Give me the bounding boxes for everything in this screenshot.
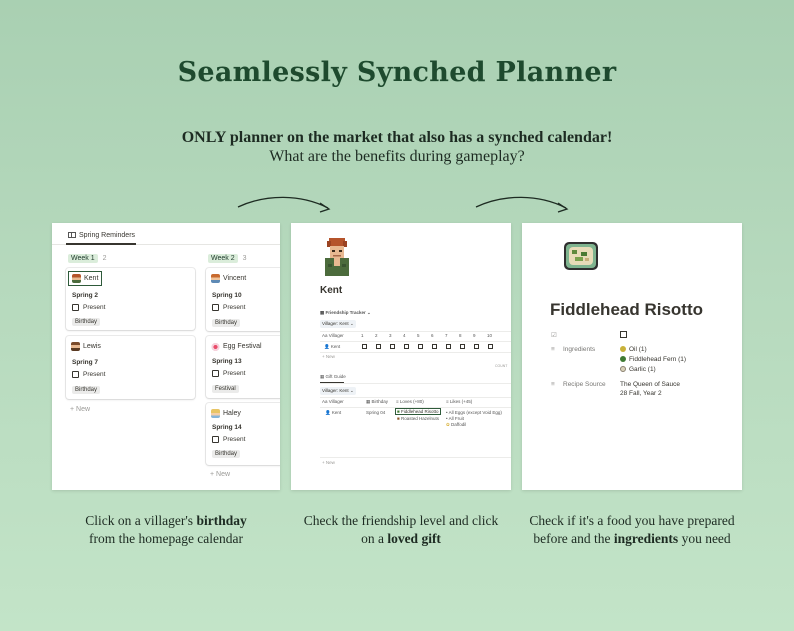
prepared-checkbox[interactable]	[620, 331, 627, 338]
gift-name: Roasted Hazelnuts	[400, 416, 440, 421]
row-name: Kent	[330, 344, 341, 349]
villager-col-label: Villager	[328, 333, 344, 338]
ingredient-name: Oil (1)	[629, 346, 647, 353]
new-label: New	[325, 354, 335, 359]
filter-label: Villager: Kent	[322, 388, 349, 393]
checkbox-icon[interactable]	[212, 304, 219, 311]
gift-col-birthday: ▦ Birthday	[366, 399, 389, 404]
ingredients-label: Ingredients	[563, 346, 596, 353]
ingredient-name: Garlic (1)	[629, 366, 656, 373]
card-title[interactable]	[68, 271, 102, 286]
caption-bold: loved gift	[387, 531, 441, 546]
divider	[320, 383, 511, 384]
caption-text: before and the	[533, 531, 614, 546]
caption-birthday	[52, 512, 280, 548]
new-row-button[interactable]: + New	[322, 460, 335, 465]
card-title[interactable]	[211, 409, 241, 418]
heart-checkbox[interactable]	[418, 344, 423, 349]
new-card-button[interactable]: + New	[210, 471, 231, 478]
count-label: COUNT	[495, 364, 508, 368]
caption-loved-gift	[285, 512, 517, 548]
new-label: New	[216, 471, 231, 478]
present-label: Present	[223, 436, 246, 443]
recipe-title: Fiddlehead Risotto	[550, 300, 703, 319]
villager-vincent-icon	[211, 274, 220, 283]
filter-label: Villager: Kent	[322, 321, 349, 326]
present-label: Present	[223, 304, 246, 311]
col-label: Villager	[328, 399, 344, 404]
loved-gift-roasted-hazelnuts[interactable]	[397, 416, 439, 421]
col-label: Loves (+80)	[399, 399, 424, 404]
heart-column-header: 6	[431, 333, 434, 338]
card-date: Spring 10	[212, 292, 242, 299]
card-title[interactable]	[71, 342, 101, 351]
present-label: Present	[83, 304, 106, 311]
new-label: New	[76, 406, 91, 413]
card-name: Kent	[84, 275, 99, 282]
week-label: Week 2	[208, 254, 238, 263]
card-lewis[interactable]	[66, 336, 195, 399]
page-title: Seamlessly Synched Planner	[177, 57, 617, 88]
caption-text: on a	[361, 531, 388, 546]
card-date: Spring 7	[72, 359, 99, 366]
board-view-icon	[68, 232, 76, 238]
villager-page-panel	[291, 223, 511, 490]
arrow-2-icon	[474, 192, 570, 216]
caption-text: Check if it's a food you have prepared	[529, 513, 735, 528]
villager-lewis-icon	[71, 342, 80, 351]
tab-underline	[66, 243, 136, 245]
heart-column-header: 8	[459, 333, 462, 338]
new-label: New	[325, 460, 335, 465]
gift-col-likes: ≡ Likes (+45)	[446, 399, 473, 404]
col-label: Likes (+45)	[449, 399, 473, 404]
food-icon: ■	[397, 416, 400, 421]
present-label: Present	[223, 370, 246, 377]
heart-checkbox[interactable]	[460, 344, 465, 349]
checkbox-icon[interactable]	[72, 304, 79, 311]
kent-portrait-icon	[320, 236, 354, 276]
card-title[interactable]	[211, 274, 246, 283]
gift-row-birthday: Spring 04	[366, 410, 386, 415]
divider	[320, 457, 511, 458]
caption-text: Check the friendship level and click	[303, 513, 499, 528]
card-name: Egg Festival	[223, 343, 262, 350]
checkbox-icon[interactable]	[212, 436, 219, 443]
heart-checkbox[interactable]	[362, 344, 367, 349]
gift-name: Daffodil	[451, 422, 467, 427]
heart-column-header: 2	[375, 333, 378, 338]
risotto-dish-icon	[561, 240, 601, 272]
gift-name: Fiddlehead Risotto	[400, 409, 439, 414]
present-checkbox[interactable]	[212, 436, 245, 443]
liked-gift	[446, 422, 466, 428]
card-kent[interactable]	[66, 268, 195, 330]
flower-icon: ✿	[446, 422, 450, 427]
subtitle	[0, 128, 794, 166]
list-property-icon: ≡	[551, 346, 555, 353]
card-date: Spring 2	[72, 292, 99, 299]
ingredient-oil[interactable]	[620, 346, 647, 353]
heart-column-header: 9	[473, 333, 476, 338]
villager-column-header: Aa Villager	[322, 333, 344, 338]
list-property-icon: ≡	[551, 381, 555, 388]
card-haley[interactable]	[206, 403, 280, 465]
new-row-button[interactable]: + New	[322, 354, 335, 359]
loved-gift-fiddlehead-risotto[interactable]	[395, 408, 441, 415]
subtitle-line-2: What are the benefits during gameplay?	[269, 148, 525, 165]
col-label: Birthday	[371, 399, 389, 404]
heart-column-header: 7	[445, 333, 448, 338]
gift-row-villager[interactable]: 👤 Kent	[325, 410, 342, 415]
liked-gift: • All Eggs (except Void Egg)	[446, 410, 502, 415]
villager-kent-icon	[72, 274, 81, 283]
tab-bar	[52, 223, 280, 245]
checkbox-icon[interactable]	[72, 371, 79, 378]
new-card-button[interactable]: + New	[70, 406, 91, 413]
food-icon: ■	[397, 409, 400, 414]
heart-column-header: 10	[487, 333, 493, 338]
heart-checkbox[interactable]	[404, 344, 409, 349]
card-date: Spring 13	[212, 358, 242, 365]
card-tag: Birthday	[212, 450, 240, 458]
egg-festival-icon	[211, 342, 220, 351]
tab-label: Spring Reminders	[79, 232, 136, 239]
gift-col-villager: Aa Villager	[322, 399, 344, 404]
divider	[320, 397, 511, 398]
caption-bold: birthday	[196, 513, 247, 528]
card-vincent[interactable]	[206, 268, 280, 331]
card-name: Lewis	[83, 343, 101, 350]
card-title[interactable]	[211, 342, 262, 351]
card-tag: Festival	[212, 385, 239, 393]
garlic-icon	[620, 366, 626, 372]
heart-checkbox[interactable]	[446, 344, 451, 349]
friendship-title-text: Friendship Tracker	[325, 310, 366, 315]
heart-checkbox[interactable]	[488, 344, 493, 349]
week-count: 3	[242, 255, 247, 262]
arrow-1-icon	[236, 192, 332, 216]
week-2-header[interactable]	[208, 254, 247, 263]
subtitle-line-1: ONLY planner on the market that also has a synched calendar!	[181, 129, 613, 146]
divider	[320, 331, 511, 332]
card-tag: Birthday	[72, 318, 100, 326]
present-checkbox[interactable]	[72, 371, 105, 378]
friendship-row-name[interactable]: 👤 Kent	[324, 344, 341, 349]
caption-text: you need	[678, 531, 731, 546]
liked-gift: • All Fruit	[446, 416, 464, 421]
card-date: Spring 14	[212, 424, 242, 431]
card-name: Vincent	[223, 275, 247, 282]
oil-icon	[620, 346, 626, 352]
spring-reminders-panel	[52, 223, 280, 490]
heart-column-header: 1	[361, 333, 364, 338]
recipe-source-line-1: The Queen of Sauce	[620, 381, 680, 388]
gift-name: All Eggs (except Void Egg)	[448, 410, 502, 415]
heart-checkbox[interactable]	[376, 344, 381, 349]
friendship-tracker-title: ▦ Friendship Tracker ⌄	[320, 310, 371, 315]
gift-villager-filter[interactable]: Villager: Kent ⌄	[322, 388, 354, 393]
gift-tab-label: Gift Guide	[325, 374, 346, 379]
present-label: Present	[83, 371, 106, 378]
recipe-page-panel	[522, 223, 742, 490]
villager-filter[interactable]: Villager: Kent ⌄	[322, 321, 354, 326]
divider	[320, 341, 511, 342]
recipe-source-line-2: 28 Fall, Year 2	[620, 390, 662, 397]
villager-name: Kent	[320, 285, 343, 296]
ingredient-garlic[interactable]	[620, 366, 656, 373]
heart-column-header: 3	[389, 333, 392, 338]
week-label: Week 1	[68, 254, 98, 263]
heart-checkbox[interactable]	[474, 344, 479, 349]
villager-haley-icon	[211, 409, 220, 418]
gift-name: All Fruit	[448, 416, 464, 421]
card-egg-festival[interactable]	[206, 336, 280, 398]
card-tag: Birthday	[212, 319, 240, 327]
recipe-source-label: Recipe Source	[563, 381, 606, 388]
checkbox-icon[interactable]	[212, 370, 219, 377]
week-count: 2	[102, 255, 107, 262]
gift-col-loves: ≡ Loves (+80)	[396, 399, 424, 404]
caption-text: from the homepage calendar	[88, 531, 244, 546]
divider	[320, 352, 511, 353]
present-checkbox[interactable]	[212, 304, 245, 311]
heart-column-header: 4	[403, 333, 406, 338]
heart-checkbox[interactable]	[390, 344, 395, 349]
card-name: Haley	[223, 410, 241, 417]
gift-row-name: Kent	[331, 410, 342, 415]
present-checkbox[interactable]	[212, 370, 245, 377]
ingredient-name: Fiddlehead Fern (1)	[629, 356, 687, 363]
week-1-header[interactable]	[68, 254, 107, 263]
present-checkbox[interactable]	[72, 304, 105, 311]
checkbox-property-icon: ☑	[551, 332, 557, 339]
caption-ingredients	[515, 512, 749, 548]
heart-checkbox[interactable]	[432, 344, 437, 349]
fiddlehead-fern-icon	[620, 356, 626, 362]
tab-spring-reminders[interactable]	[68, 232, 135, 239]
heart-column-header: 5	[417, 333, 420, 338]
tab-gift-guide[interactable]: ▦ Gift Guide	[320, 374, 346, 379]
caption-bold: ingredients	[613, 531, 679, 546]
card-tag: Birthday	[72, 386, 100, 394]
caption-text: Click on a villager's	[85, 513, 197, 528]
ingredient-fiddlehead-fern[interactable]	[620, 356, 686, 363]
